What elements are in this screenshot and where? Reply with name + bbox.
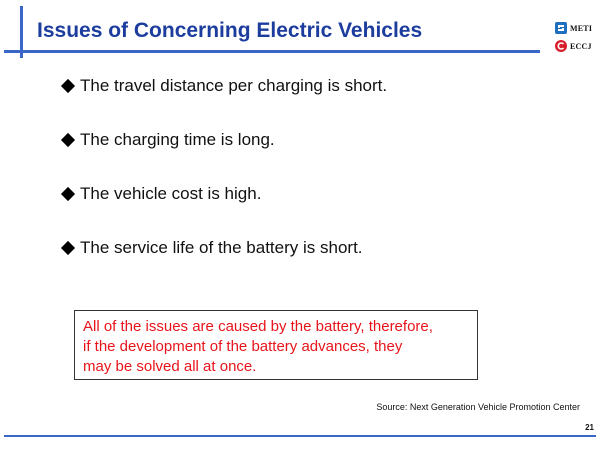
- eccj-logo-label: ECCJ: [570, 41, 592, 51]
- diamond-bullet-icon: [61, 133, 75, 147]
- bullet-text: The service life of the battery is short.: [80, 238, 363, 257]
- conclusion-text: All of the issues are caused by the battery, therefore, if the development of the battery advances, they may be solved all at once.: [83, 318, 433, 375]
- eccj-logo-icon: [555, 40, 567, 52]
- page-number: 21: [585, 423, 594, 432]
- bullet-text: The vehicle cost is high.: [80, 184, 262, 203]
- bullet-item: [58, 234, 387, 262]
- logos: [555, 20, 599, 56]
- bullet-text: The travel distance per charging is short.: [80, 76, 388, 95]
- meti-logo-icon: [555, 22, 567, 34]
- source-citation: Source: Next Generation Vehicle Promotion Center: [376, 402, 580, 412]
- title-underline: [4, 50, 540, 53]
- diamond-bullet-icon: [61, 241, 75, 255]
- meti-logo-label: METI: [570, 23, 593, 33]
- diamond-bullet-icon: [61, 187, 75, 201]
- diamond-bullet-icon: [61, 79, 75, 93]
- bullet-item: [58, 126, 387, 154]
- bullet-item: [58, 72, 387, 100]
- conclusion-box: [74, 310, 478, 380]
- bullet-text: The charging time is long.: [80, 130, 275, 149]
- eccj-logo: [555, 38, 599, 54]
- bullet-item: [58, 180, 387, 208]
- meti-logo: [555, 20, 599, 36]
- slide-title: Issues of Concerning Electric Vehicles: [37, 19, 423, 42]
- bullet-list: [58, 72, 387, 288]
- footer-line: [4, 435, 596, 437]
